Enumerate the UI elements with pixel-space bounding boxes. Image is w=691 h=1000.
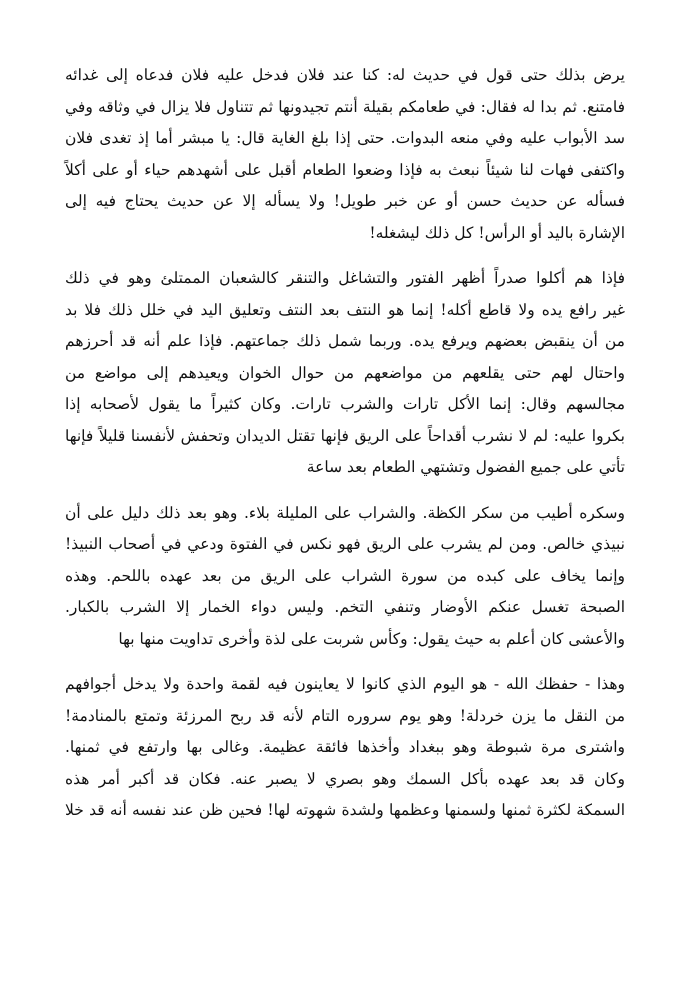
text-line: فامتنع. ثم بدا له فقال: في طعامكم بقيلة أنتم تجيدونها ثم تتناول فلا يزال في وثاقه وفي [65,97,625,116]
text-line: غير رافع يده ولا قاطع أكله! إنما هو النتف بعد النتف وتعليق اليد في خلل ذلك فلا بد [65,300,625,319]
text-line: وإنما يخاف على كبده من سورة الشراب على الريق من بعد عهده باللحم. وهذه [65,566,625,585]
text-line: تأتي على جميع الفضول وتشتهي الطعام بعد ساعة [306,458,625,476]
text-line: سد الأبواب عليه وفي منعه البدوات. حتى إذا بلغ الغاية قال: يا مبشر أما إذ تغدى فلان [65,129,625,147]
paragraph-2 [65,263,625,484]
paragraph-4 [65,669,625,827]
text-line: وهذا - حفظك الله - هو اليوم الذي كانوا لا يعاينون فيه لقمة واحدة ولا يدخل أجوافهم [65,675,625,693]
text-line: واحتال لهم حتى يقلعهم من مواضعهم من حوال الخوان ويعيدهم إلى مواضع من [65,363,625,382]
text-line: واشترى مرة شبوطة وهو ببغداد وأخذها فائقة عظيمة. وغالى بها وارتفع في ثمنها. [65,738,625,756]
text-line: وكان قد بعد عهده بأكل السمك وهو بصري لا يصبر عنه. فكان قد أكبر أمر هذه [65,769,625,788]
text-line: الإشارة باليد أو الرأس! كل ذلك ليشغله! [369,223,625,242]
text-line: نبيذي خالص. ومن لم يشرب على الريق فهو نكس في الفتوة ودعي في أصحاب النبيذ! [65,535,625,553]
text-line: بكروا عليه: لم لا نشرب أقداحاً على الريق فإنها تقتل الديدان وتحفش لأنفسنا قليلاً فإنها [65,426,625,445]
paragraph-3 [65,498,625,656]
text-line: من النقل ما يزن خردلة! وهو يوم سروره التام لأنه قد ربح المرزئة وتمتع بالمنادمة! [65,706,625,725]
text-line: فإذا هم أكلوا صدراً أظهر الفتور والتشاغل والتنقر كالشعبان الممتلئ وهو في ذلك [65,269,625,287]
paragraph-1 [65,60,625,249]
text-line: يرض بذلك حتى قول في حديث له: كنا عند فلان فدخل عليه فلان فدعاه إلى غدائه [65,66,625,84]
text-line: واكتفى فهات لنا شيئاً نبعث به فإذا وضعوا الطعام أقبل على أشهدهم حياء أو على أكلاً [65,160,625,179]
text-line: فسأله عن حديث حسن أو عن خبر طويل! ولا يسأله إلا عن حديث يحتاج فيه إلى [65,192,625,210]
text-line: الصبحة تغسل عنكم الأوضار وتنفي التخم. وليس دواء الخمار إلا الشرب بالكبار. [65,598,625,616]
text-line: من أن ينقبض بعضهم ويرفع يده. وربما شمل ذلك جماعتهم. فإذا علم أنه قد أحرزهم [65,332,625,350]
text-line: والأعشى كان أعلم به حيث يقول: وكأس شربت على لذة وأخرى تداويت منها بها [118,629,625,648]
document-page [65,60,625,841]
text-line: السمكة لكثرة ثمنها ولسمنها وعظمها ولشدة شهوته لها! فحين ظن عند نفسه أنه قد خلا [65,801,625,819]
text-line: مجالسهم وقال: إنما الأكل تارات والشرب تارات. وكان كثيراً ما يقول لأصحابه إذا [65,395,625,413]
text-line: وسكره أطيب من سكر الكظة. والشراب على المليلة بلاء. وهو بعد ذلك دليل على أن [65,503,625,522]
